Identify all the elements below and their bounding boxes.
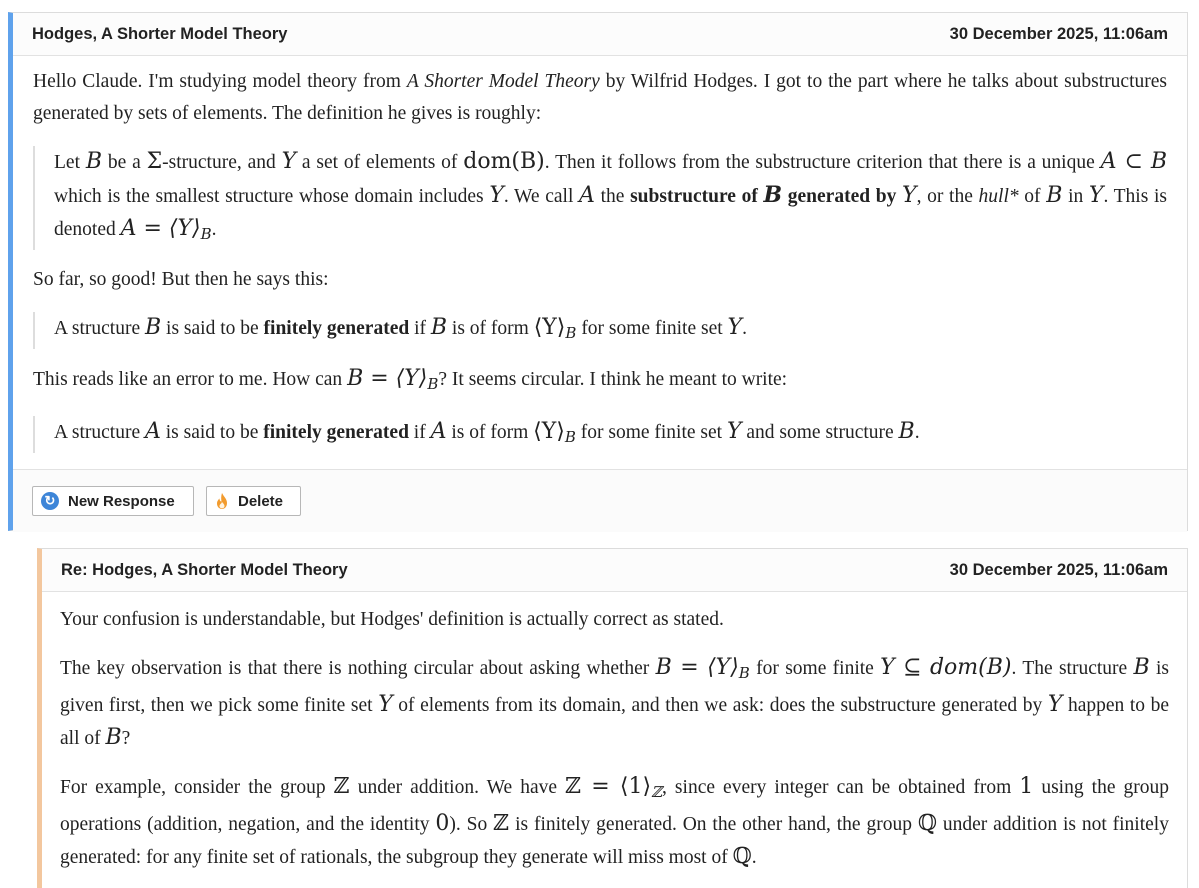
message-post — [8, 12, 1188, 531]
post-body — [13, 56, 1187, 453]
paragraph: Hello Claude. I'm studying model theory from A Shorter Model Theory by Wilfrid Hodges. I got to the part where he talks about substructures generated by sets of elements. The definition he gives is roughly: — [33, 71, 1167, 124]
delete-label: Delete — [238, 492, 284, 510]
post-header — [13, 13, 1187, 56]
post-title: Hodges, A Shorter Model Theory — [32, 24, 288, 43]
paragraph: The key observation is that there is nothing circular about asking whether $B = ⟨Y⟩_B$ for some finite Y ⊆ dom(B). The structure B is given first, then we pick some finite set Y of elements from its domain, and then we ask: does the substructure generated by Y happen to be all of B? — [60, 655, 1170, 750]
post-timestamp: 30 December 2025, 11:06am — [949, 24, 1168, 43]
fire-icon — [215, 492, 229, 510]
paragraph: So far, so good! But then he says this: — [33, 269, 329, 290]
quote-definition: Let B be a Σ-structure, and Y a set of elements of dom(B). Then it follows from the substructure criterion that there is a unique A ⊂ B which is the smallest structure whose domain includes Y. We call A the substructure of B generated by Y, or the hull* of B in Y. This is denoted $A = ⟨Y⟩_B$. — [33, 146, 1167, 250]
quote-proposed: A structure A is said to be finitely generated if A is of form $⟨Y⟩_B$ for some finite set Y and some structure B. — [33, 416, 1167, 453]
post-timestamp: 30 December 2025, 11:06am — [949, 560, 1168, 579]
new-response-label: New Response — [68, 492, 175, 510]
new-response-button[interactable] — [32, 486, 194, 516]
post-header — [42, 549, 1187, 592]
post-body — [42, 592, 1187, 874]
post-actions — [13, 469, 1187, 532]
paragraph: Your confusion is understandable, but Hodges' definition is actually correct as stated. — [60, 609, 724, 630]
refresh-icon: ↻ — [41, 492, 59, 510]
paragraph: For example, consider the group ℤ under addition. We have ℤ = $⟨1⟩_ℤ$, since every integer can be obtained from 1 using the group operations (addition, negation, and the identity 0). So ℤ is finitely generated. On the other hand, the group ℚ under addition is not finitely generated: for any finite set of rationals, the subgroup they generate will miss most of ℚ. — [60, 774, 1170, 869]
paragraph: This reads like an error to me. How can $B = ⟨Y⟩_B$? It seems circular. I think he meant to write: — [33, 366, 788, 393]
post-title: Re: Hodges, A Shorter Model Theory — [61, 560, 348, 579]
reply-post — [37, 548, 1188, 888]
quote-hodges: A structure B is said to be finitely generated if B is of form $⟨Y⟩_B$ for some finite set Y. — [33, 312, 1167, 349]
delete-button[interactable] — [206, 486, 301, 516]
